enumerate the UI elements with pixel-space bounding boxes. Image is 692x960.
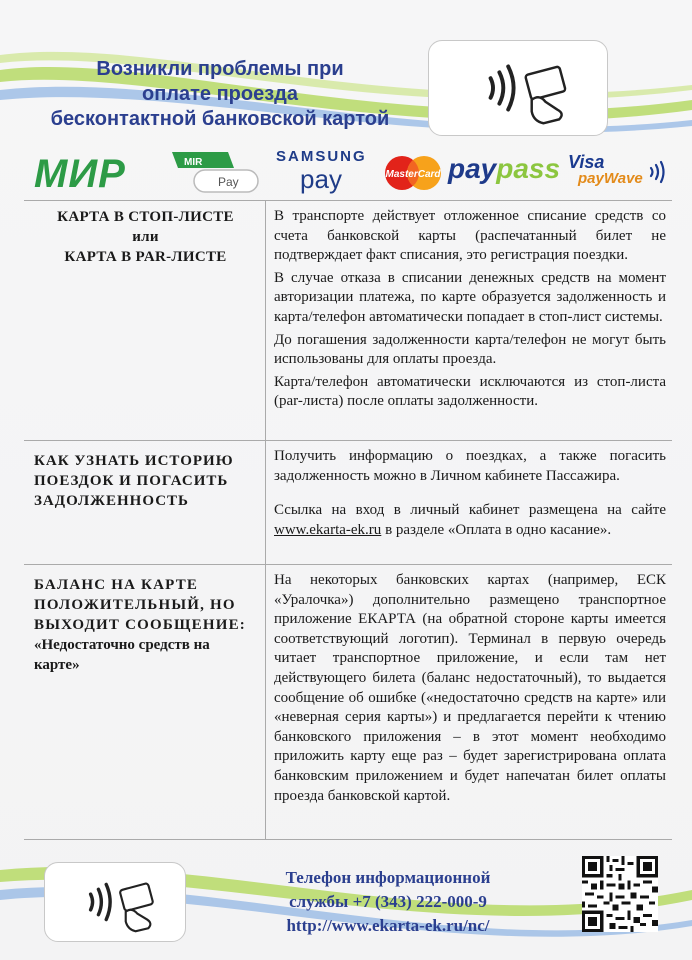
row-body xyxy=(266,441,672,564)
title-line-1: Возникли проблемы при xyxy=(96,58,344,80)
visa-logo: Visa xyxy=(568,152,605,172)
table-row xyxy=(24,200,672,440)
ekarta-site-link[interactable]: www.ekarta-ek.ru xyxy=(274,521,382,538)
table-row xyxy=(24,440,672,564)
row-heading xyxy=(24,201,266,440)
qr-code-icon xyxy=(582,856,658,932)
row-body xyxy=(266,201,672,440)
row-heading-line: или xyxy=(132,229,159,245)
row-body-paragraph: В случае отказа в списании денежных средств на момент авторизации платежа, по карте образуется задолженность и карта/телефон автоматически попадает в стоп-лист системы. xyxy=(274,269,666,325)
row-body-paragraph: Карта/телефон автоматически исключаются из стоп-листа (par-листа) после оплаты задолженности. xyxy=(274,373,666,410)
contact-line: Телефон информационной xyxy=(285,868,491,887)
contact-url[interactable]: http://www.ekarta-ek.ru/nc/ xyxy=(286,916,490,935)
paypass-pass: pass xyxy=(496,153,561,184)
row-body-paragraph: До погашения задолженности карта/телефон не могут быть использованы для оплаты проезда. xyxy=(274,331,666,368)
mastercard-text: MasterCard xyxy=(385,169,441,180)
contactless-card-illustration xyxy=(428,40,608,136)
row-heading: КАК УЗНАТЬ ИСТОРИЮ ПОЕЗДОК И ПОГАСИТЬ ЗАДОЛЖЕННОСТЬ xyxy=(24,441,266,564)
row-body-text: Ссылка на вход в личный кабинет размещена на сайте xyxy=(274,502,666,519)
row-heading-sub: «Недостаточно средств на карте» xyxy=(34,637,210,673)
row-heading xyxy=(24,565,266,839)
mir-pay-bottom-text: Pay xyxy=(218,175,239,189)
faq-table xyxy=(24,200,672,840)
mir-pay-top-text: MIR xyxy=(184,157,203,168)
paypass-pay: pay xyxy=(448,153,497,184)
mastercard-logo xyxy=(380,154,446,192)
paywave-contactless-icon xyxy=(646,160,670,184)
mir-logo: МИР xyxy=(34,152,126,196)
contactless-tap-icon xyxy=(45,863,185,941)
paypass-logo xyxy=(448,152,560,186)
row-body-paragraph: В транспорте действует отложенное списание средств со счета банковской карты (распечатанный билет не подтверждает факт списания, это регистрация поездки. xyxy=(274,208,666,264)
row-body-paragraph: На некоторых банковских картах (например, ЕСК «Уралочка») дополнительно размещено транспортное приложение ЕКАРТА (на обратной стороне карты имеется соответствующий логотип). Терминал в первую очередь читает транспортное приложение, и если там нет действующего билета (баланс недостаточный), то выдается сообщение об ошибке («недостаточно средств на карте» или «неверная серия карты») и предлагается перейти к чтению банковского приложения – в этот момент необходимо приложить карту еще раз – будет зарегистрирована оплата банковским приложением и будет напечатан билет оплаты проезда банковской картой. xyxy=(274,572,666,804)
title-line-2: оплате проезда xyxy=(142,83,298,105)
table-row xyxy=(24,564,672,840)
paywave-logo: payWave xyxy=(578,170,643,187)
row-heading-line: КАРТА В СТОП-ЛИСТЕ xyxy=(57,209,234,225)
page-title xyxy=(30,57,410,132)
contactless-card-illustration xyxy=(44,862,186,942)
row-body xyxy=(266,565,672,839)
samsung-pay-logo-top: SAMSUNG xyxy=(276,148,367,165)
contactless-tap-icon xyxy=(429,41,607,135)
mir-pay-logo xyxy=(168,146,264,196)
title-line-3: бесконтактной банковской картой xyxy=(50,108,390,130)
row-body-text: в разделе «Оплата в одно касание». xyxy=(381,521,612,538)
row-body-paragraph xyxy=(274,501,666,540)
row-heading-line: КАРТА В PAR-ЛИСТЕ xyxy=(64,249,227,265)
contact-phone: службы +7 (343) 222-000-9 xyxy=(289,892,487,911)
row-body-paragraph: Получить информацию о поездках, а также погасить задолженность можно в Личном кабинете Пассажира. xyxy=(274,448,666,484)
payment-logos xyxy=(0,146,692,200)
contact-info xyxy=(238,866,538,938)
row-heading-main: БАЛАНС НА КАРТЕ ПОЛОЖИТЕЛЬНЫЙ, НО ВЫХОДИТ СООБЩЕНИЕ: xyxy=(34,577,246,633)
samsung-pay-logo-bottom: pay xyxy=(300,164,342,194)
